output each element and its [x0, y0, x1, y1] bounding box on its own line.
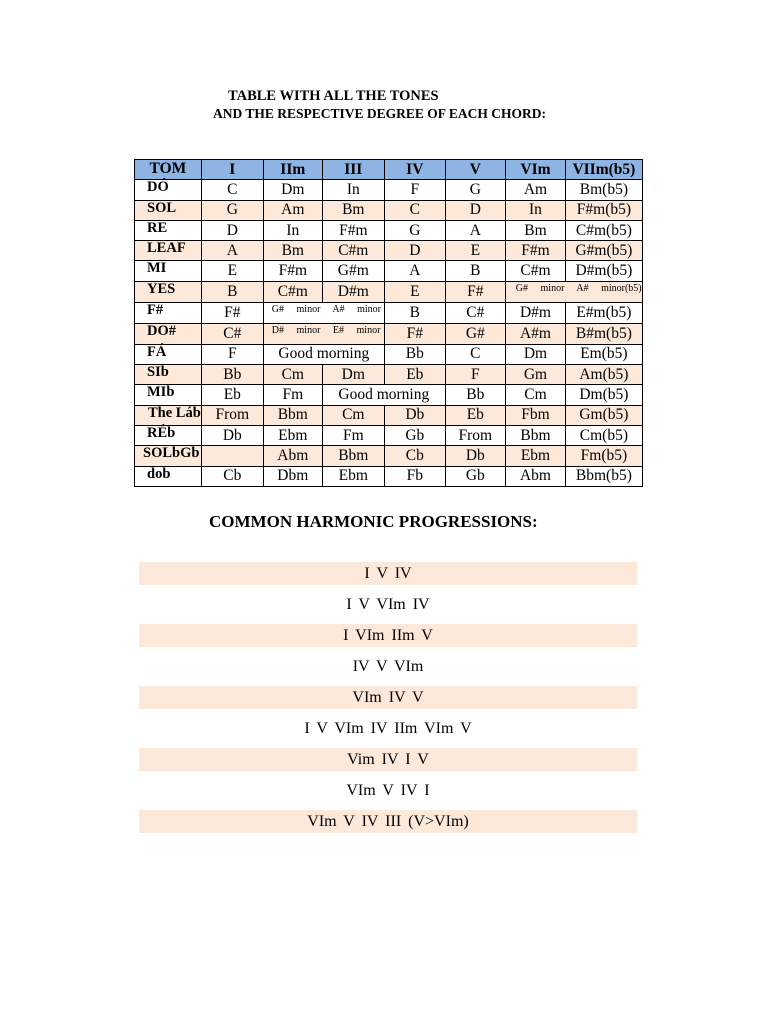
table-row — [135, 323, 643, 344]
table-cell: C#m — [263, 281, 322, 302]
table-cell: Db — [445, 446, 505, 466]
header-degree-i: I — [201, 160, 263, 180]
table-row — [135, 220, 643, 240]
table-cell: Am — [263, 200, 322, 220]
progression-item: VIm IV V — [139, 686, 637, 709]
table-cell: C# — [201, 323, 263, 344]
table-cell: Gb — [445, 466, 505, 486]
table-cell: E — [384, 281, 445, 302]
row-key-name: RE — [135, 220, 202, 240]
table-cell: Fb — [384, 466, 445, 486]
header-degree-v: V — [445, 160, 505, 180]
progression-item: I V VIm IV IIm VIm V — [304, 720, 472, 737]
table-cell: Ebm — [505, 446, 565, 466]
table-cell: Fm(b5) — [566, 446, 642, 466]
table-cell: D — [445, 200, 505, 220]
row-key-name: MI — [135, 261, 202, 281]
table-cell: F#m — [322, 220, 384, 240]
table-cell: From — [201, 405, 263, 425]
row-key-name: FÁ — [135, 344, 202, 364]
table-cell: F#m — [263, 261, 322, 281]
table-cell: G — [201, 200, 263, 220]
table-cell: F# — [445, 281, 505, 302]
table-cell: Cm — [263, 365, 322, 385]
header-degree-iv: IV — [384, 160, 445, 180]
table-cell: In — [263, 220, 322, 240]
table-cell: B — [384, 302, 445, 323]
progressions-title: COMMON HARMONIC PROGRESSIONS: — [209, 512, 538, 531]
table-cell-merged: D# minor E# minor — [263, 323, 384, 344]
table-cell: Fm — [263, 385, 322, 405]
table-cell: Em(b5) — [566, 344, 642, 364]
table-cell: Bm(b5) — [566, 180, 642, 200]
table-cell: Bb — [445, 385, 505, 405]
table-cell: C#m — [322, 241, 384, 261]
table-row — [135, 446, 643, 466]
header-degree-iim: IIm — [263, 160, 322, 180]
row-key-name: SIb — [135, 365, 202, 385]
table-cell-merged: G# minor A# minor(b5) — [505, 281, 642, 302]
table-cell: Db — [201, 425, 263, 445]
table-row — [135, 425, 643, 445]
table-cell: Bm — [322, 200, 384, 220]
table-cell: B — [201, 281, 263, 302]
table-cell: In — [322, 180, 384, 200]
table-cell: Gm — [505, 365, 565, 385]
table-cell: Ebm — [322, 466, 384, 486]
table-cell: B — [445, 261, 505, 281]
table-cell: D#m — [322, 281, 384, 302]
table-cell: Dm — [322, 365, 384, 385]
table-cell: Bbm — [505, 425, 565, 445]
header-degree-vim: VIm — [505, 160, 565, 180]
progression-item: I V IV — [139, 562, 637, 585]
table-cell: Bbm — [322, 446, 384, 466]
progression-item: I VIm IIm V — [139, 624, 637, 647]
table-cell: D — [201, 220, 263, 240]
table-cell: G#m(b5) — [566, 241, 642, 261]
table-cell: In — [505, 200, 565, 220]
table-cell-merged: Good morning — [263, 344, 384, 364]
header-tom: TOM — [135, 160, 202, 180]
table-cell: Cm — [322, 405, 384, 425]
table-cell: Bbm — [263, 405, 322, 425]
table-cell: C# — [445, 302, 505, 323]
table-cell: A — [384, 261, 445, 281]
row-key-name: F# — [135, 302, 202, 323]
table-cell: Eb — [445, 405, 505, 425]
table-cell: Bb — [384, 344, 445, 364]
row-key-name: SOL — [135, 200, 202, 220]
table-cell: From — [445, 425, 505, 445]
table-cell: Dm(b5) — [566, 385, 642, 405]
table-cell: Ebm — [263, 425, 322, 445]
table-cell: Cm(b5) — [566, 425, 642, 445]
table-cell: Cb — [201, 466, 263, 486]
table-row — [135, 200, 643, 220]
table-cell: Abm — [263, 446, 322, 466]
table-cell: Bbm(b5) — [566, 466, 642, 486]
header-degree-iii: III — [322, 160, 384, 180]
table-cell: G# — [445, 323, 505, 344]
table-cell: Bb — [201, 365, 263, 385]
table-cell: G — [445, 180, 505, 200]
table-cell: C — [201, 180, 263, 200]
table-cell: Dm — [505, 344, 565, 364]
table-cell: Am(b5) — [566, 365, 642, 385]
table-row — [135, 405, 643, 425]
row-key-name: RÉb — [135, 425, 202, 445]
table-cell: C#m — [505, 261, 565, 281]
table-cell: Abm — [505, 466, 565, 486]
table-row — [135, 241, 643, 261]
table-cell — [201, 446, 263, 466]
table-row — [135, 466, 643, 486]
progression-item: I V VIm IV — [346, 596, 430, 613]
row-key-name: DÓ — [135, 180, 202, 200]
table-cell: A#m — [505, 323, 565, 344]
table-cell: F#m(b5) — [566, 200, 642, 220]
table-cell: Cm — [505, 385, 565, 405]
table-cell: Db — [384, 405, 445, 425]
progression-item: IV V VIm — [352, 658, 424, 675]
table-cell-merged: Good morning — [322, 385, 445, 405]
row-key-name: DO# — [135, 323, 202, 344]
table-title-line-2: AND THE RESPECTIVE DEGREE OF EACH CHORD: — [213, 106, 547, 121]
table-cell: E#m(b5) — [566, 302, 642, 323]
table-cell: Am — [505, 180, 565, 200]
table-cell: F — [384, 180, 445, 200]
table-cell-merged: G# minor A# minor — [263, 302, 384, 323]
table-cell: G — [384, 220, 445, 240]
table-cell: F# — [201, 302, 263, 323]
row-key-name: The Láb — [135, 405, 202, 425]
table-cell: Dbm — [263, 466, 322, 486]
table-cell: Dm — [263, 180, 322, 200]
table-cell: D#m(b5) — [566, 261, 642, 281]
table-cell: D#m — [505, 302, 565, 323]
table-cell: D — [384, 241, 445, 261]
table-cell: F# — [384, 323, 445, 344]
table-row — [135, 261, 643, 281]
chord-table — [134, 159, 643, 487]
table-cell: C — [445, 344, 505, 364]
table-cell: Bm — [505, 220, 565, 240]
header-degree-viim: VIIm(b5) — [566, 160, 642, 180]
table-row — [135, 344, 643, 364]
table-cell: Gm(b5) — [566, 405, 642, 425]
table-cell: F — [201, 344, 263, 364]
table-row — [135, 302, 643, 323]
table-cell: Fm — [322, 425, 384, 445]
table-cell: Fbm — [505, 405, 565, 425]
row-key-name: MIb — [135, 385, 202, 405]
progression-item: VIm V IV III (V>VIm) — [139, 810, 637, 833]
table-cell: B#m(b5) — [566, 323, 642, 344]
table-row — [135, 365, 643, 385]
table-cell: G#m — [322, 261, 384, 281]
table-cell: E — [201, 261, 263, 281]
row-key-name: YES — [135, 281, 202, 302]
table-cell: E — [445, 241, 505, 261]
table-cell: Bm — [263, 241, 322, 261]
table-cell: Eb — [384, 365, 445, 385]
row-key-name: dob — [135, 466, 202, 486]
table-cell: Gb — [384, 425, 445, 445]
progression-item: Vim IV I V — [139, 748, 637, 771]
table-title-line-1: TABLE WITH ALL THE TONES — [228, 88, 439, 104]
table-cell: C — [384, 200, 445, 220]
progression-item: VIm V IV I — [346, 782, 430, 799]
table-cell: Cb — [384, 446, 445, 466]
table-cell: Eb — [201, 385, 263, 405]
table-row — [135, 281, 643, 302]
table-cell: F — [445, 365, 505, 385]
row-key-name: LEAF — [135, 241, 202, 261]
table-row — [135, 180, 643, 200]
table-cell: F#m — [505, 241, 565, 261]
table-header-row — [135, 160, 643, 180]
row-key-name: SOLbGb — [135, 446, 202, 466]
table-row — [135, 385, 643, 405]
table-cell: A — [201, 241, 263, 261]
table-cell: A — [445, 220, 505, 240]
table-cell: C#m(b5) — [566, 220, 642, 240]
